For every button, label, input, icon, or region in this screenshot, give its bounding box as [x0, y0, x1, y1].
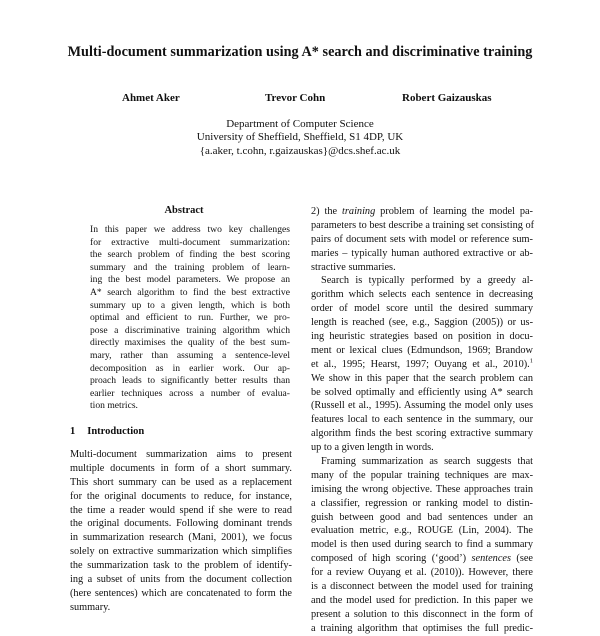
body-line: solely on extractive summarization which simplifies — [70, 546, 292, 558]
body-line: evaluation metric, e.g., ROUGE (Lin, 2004). The — [311, 525, 533, 537]
emphasis: sentences — [471, 553, 511, 565]
body-line: a classifier, regression or ranking model to distin- — [311, 497, 533, 509]
body-line: Search is typically performed by a greedy al- — [321, 275, 533, 287]
abstract-body — [90, 224, 290, 413]
body-line: model is then used during search to find a summary — [311, 539, 533, 551]
body-line: composed of high scoring (‘good’) sentences (see — [311, 553, 533, 565]
section-number: 1 — [70, 426, 76, 437]
body-line: present a solution to this disconnect in the form of — [311, 608, 533, 620]
abstract-line: directly maximises the quality of the best sum- — [90, 337, 290, 349]
body-line: and the model used for prediction. In this paper we — [311, 594, 533, 606]
author-name: Trevor Cohn — [265, 92, 326, 104]
body-line: for a review Ouyang et al. (2010)). However, there — [311, 567, 533, 579]
body-line: parameters to best describe a training set consisting of — [311, 219, 535, 231]
body-line: 2) the training problem of learning the model pa- — [311, 206, 533, 217]
footnote-marker: 1 — [529, 357, 533, 365]
affiliation-emails: {a.aker, t.cohn, r.gaizauskas}@dcs.shef.ac.uk — [199, 145, 401, 157]
abstract-line: the search problem of finding the best scoring — [90, 249, 290, 261]
body-line: Multi-document summarization aims to present — [70, 449, 292, 460]
abstract-line: pose a discriminative training algorithm which — [90, 324, 290, 336]
abstract-line: ing the best model parameters. We propose an — [90, 274, 290, 286]
paper-title: Multi-document summarization using A* search and discriminative training — [67, 44, 533, 60]
body-line: (Russell et al., 1995). Assuming the model only uses — [311, 400, 533, 412]
body-line: the time a reader would spend if she were to read — [70, 504, 292, 516]
emphasis: training — [342, 206, 376, 217]
abstract-line: A* search algorithm to find the best extractive — [90, 286, 290, 298]
section-title: Introduction — [87, 426, 145, 437]
body-line: is a disconnect between the model used for training — [311, 581, 533, 593]
affiliation-department: Department of Computer Science — [226, 118, 374, 130]
abstract-line: summary up to a given length, which is both — [90, 299, 290, 311]
right-column-body — [311, 205, 533, 636]
body-line: algorithm finds the best scoring extractive summary — [311, 428, 533, 440]
author-name: Ahmet Aker — [122, 92, 180, 104]
body-line: ment or lexical clues (Edmundson, 1969; Brandow — [311, 344, 533, 356]
body-line: up to a given length in words. — [311, 442, 434, 454]
body-line: stractive summaries. — [311, 261, 396, 273]
abstract-line: decomposition as in earlier work. Our ap- — [90, 362, 290, 374]
body-line: order of model score until the desired summary — [311, 303, 533, 315]
introduction-body — [70, 448, 292, 615]
section-heading-introduction — [70, 426, 144, 437]
body-line: This short summary can be used as a replacement — [70, 476, 292, 488]
abstract-line: optimal and efficient to run. Further, we pro- — [90, 312, 290, 324]
body-line: length is reached (see, e.g., Saggion (2005)) or us- — [311, 317, 533, 329]
body-line: many of the popular training techniques are max- — [311, 469, 533, 481]
body-line: a training algorithm that optimises the full predic- — [311, 622, 533, 634]
body-line: maries – typically human authored extractive or ab- — [311, 247, 533, 259]
body-line: We show in this paper that the search problem can — [311, 372, 533, 384]
body-line: be solved optimally and efficiently using A* search — [311, 386, 533, 398]
abstract-line: tion metrics. — [90, 400, 138, 412]
abstract-line: mary, rather than assuming a sentence-level — [90, 349, 290, 361]
body-line: the summarization task to the problem of identify- — [70, 560, 292, 572]
abstract-line: earlier techniques across a number of evalua- — [90, 387, 290, 399]
body-line: imising the wrong objective. These approaches train — [311, 483, 533, 495]
body-line: Framing summarization as search suggests that — [321, 456, 533, 468]
abstract-line: proach leads to significantly better results than — [90, 375, 290, 387]
body-line: the original documents. Following dominant trends — [70, 518, 292, 530]
author-name: Robert Gaizauskas — [402, 92, 492, 104]
body-line: in summarization research (Mani, 2001), we focus — [70, 532, 292, 544]
body-line: et al., 1995; Hearst, 1997; Ouyang et al., 2010).$^1$ — [311, 357, 533, 370]
body-line: summary. — [70, 601, 111, 613]
abstract-line: for extractive multi-document summarization: — [90, 236, 290, 248]
abstract-heading: Abstract — [164, 205, 204, 216]
body-line: ing heuristic strategies based on position in docu- — [311, 331, 533, 343]
body-line: features local to each sentence in the summary, our — [311, 414, 533, 426]
body-line: guish between good and bad sentences under an — [311, 511, 533, 523]
affiliation-university: University of Sheffield, Sheffield, S1 4DP, UK — [196, 131, 404, 143]
abstract-line: summary and the training problem of learn- — [90, 261, 290, 273]
body-line: gorithm which selects each sentence in decreasing — [311, 289, 533, 301]
body-line: (here sentences) which are concatenated to form the — [70, 587, 292, 599]
abstract-line: In this paper we address two key challenges — [90, 224, 290, 235]
body-line: for the original documents to reduce, for instance, — [70, 490, 292, 502]
body-line: multiple documents in form of a short summary. — [70, 462, 292, 474]
body-line: ing a subset of units from the document collection — [70, 574, 292, 586]
body-line: pairs of document sets with model or reference sum- — [311, 233, 533, 245]
